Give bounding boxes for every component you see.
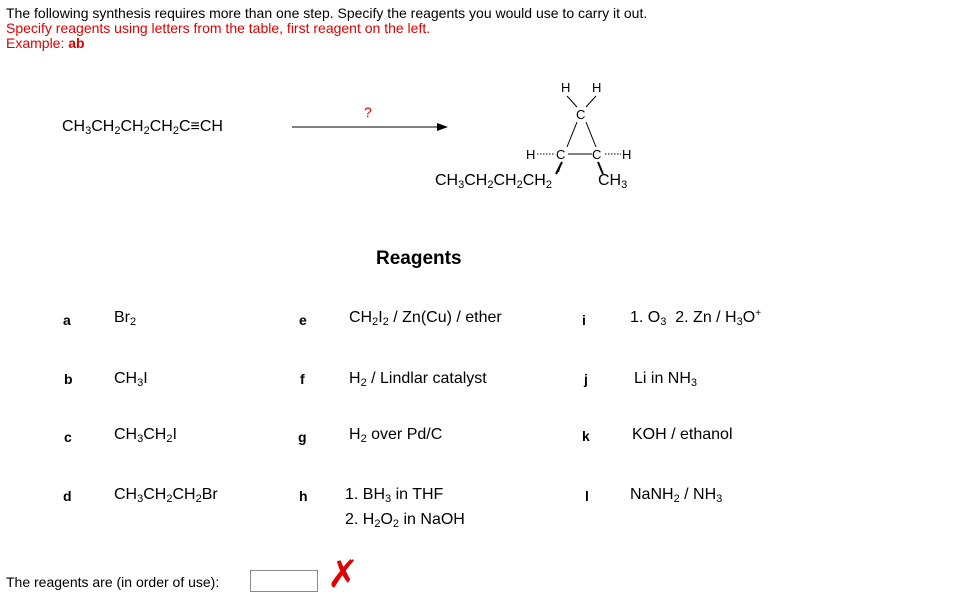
reagent-letter-l: l <box>585 488 589 504</box>
reagent-b: $CH_3I$ <box>114 370 148 389</box>
svg-text:H: H <box>526 147 536 162</box>
reagent-l: NaNH$_2$ / $NH_3$ <box>630 486 723 505</box>
reagent-h-step2: 2. $H_2O_2$ in NaOH <box>345 511 465 530</box>
instruction-hint: Specify reagents using letters from the table, first reagent on the left. <box>6 20 431 36</box>
reagent-letter-i: i <box>582 312 586 328</box>
answer-input[interactable] <box>250 570 318 592</box>
reagent-i: 1. $O_3$ 2. Zn / $H_3O^+$ <box>630 308 762 328</box>
incorrect-icon: ✗ <box>327 554 359 596</box>
example-label: Example: <box>6 35 65 51</box>
reagent-d: $CH_3CH_2CH_2Br$ <box>114 486 218 505</box>
svg-text:H: H <box>622 147 632 162</box>
reagent-letter-a: a <box>63 312 71 328</box>
reagent-letter-b: b <box>64 371 73 387</box>
reagent-c: $CH_3CH_2I$ <box>114 426 177 445</box>
starting-material: $CH_3CH_2CH_2CH_2C\equiv CH$ <box>62 118 223 137</box>
svg-text:C: C <box>556 147 566 162</box>
reagent-f: $H_2$ / Lindlar catalyst <box>349 370 487 389</box>
product-methyl-group: $CH_3$ <box>598 172 628 191</box>
svg-text:C: C <box>592 147 602 162</box>
reagent-g: $H_2$ over Pd/C <box>349 426 443 445</box>
reagent-letter-g: g <box>298 429 307 445</box>
example-line <box>6 36 85 51</box>
reagent-j: Li in $NH_3$ <box>634 370 698 389</box>
reagent-letter-h: h <box>299 488 308 504</box>
svg-text:H: H <box>592 80 602 95</box>
reagent-letter-d: d <box>63 488 72 504</box>
reagent-letter-k: k <box>582 428 590 444</box>
example-value: ab <box>68 35 85 51</box>
answer-label: The reagents are (in order of use): <box>6 574 220 590</box>
product-propyl-group: $CH_3CH_2CH_2CH_2$ <box>435 172 552 191</box>
reagent-e: $CH_2I_2 / Zn(Cu)$ / ether <box>349 309 502 328</box>
reagent-k: KOH / ethanol <box>632 426 733 443</box>
reagents-title: Reagents <box>376 248 462 269</box>
svg-text:H: H <box>561 80 571 95</box>
arrow-question-mark: ? <box>364 104 372 120</box>
instruction-text: The following synthesis requires more than one step. Specify the reagents you would use to carry it out. <box>6 5 648 21</box>
svg-text:C: C <box>576 107 586 122</box>
reagent-h-step1: 1. $BH_3$ in THF <box>345 486 444 505</box>
reagent-letter-c: c <box>64 429 72 445</box>
reagent-letter-j: j <box>584 371 588 387</box>
reagent-a: $Br_2$ <box>114 309 137 328</box>
reagent-letter-e: e <box>299 312 307 328</box>
reagent-letter-f: f <box>300 371 305 387</box>
